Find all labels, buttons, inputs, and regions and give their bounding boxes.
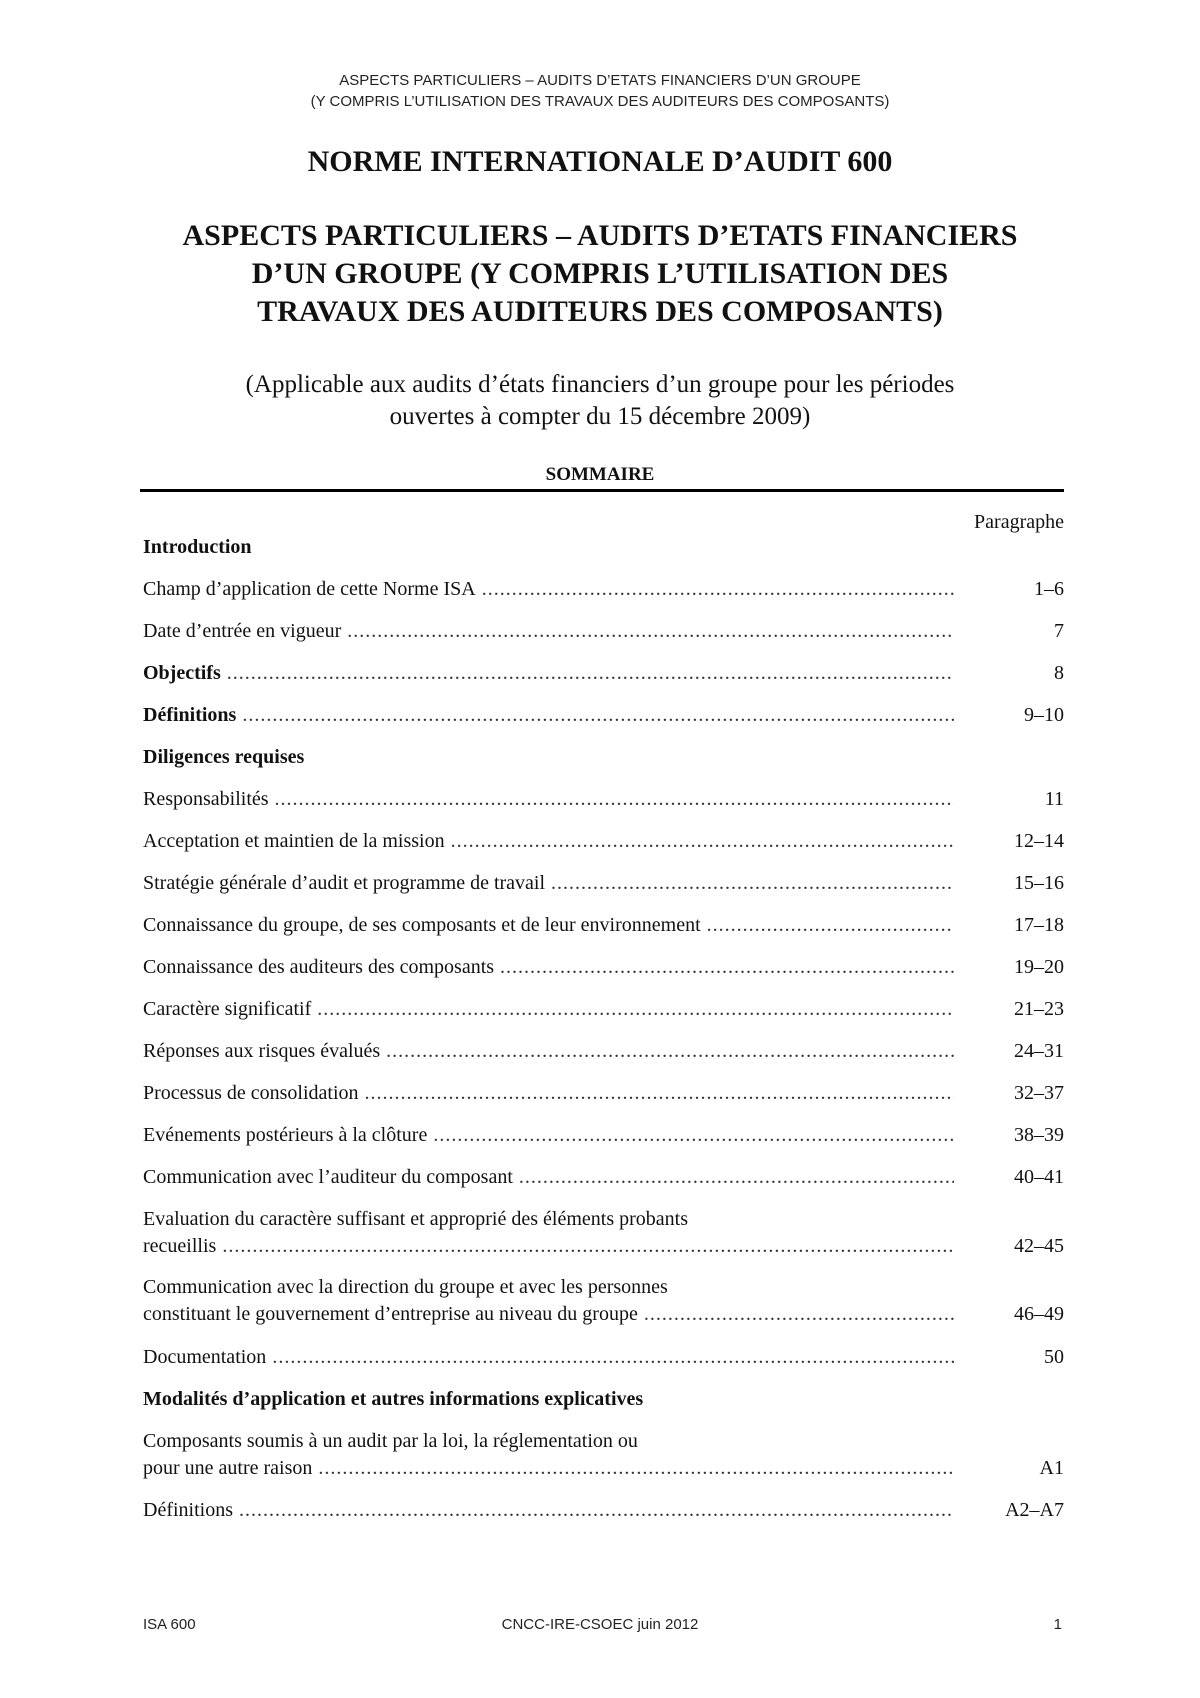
toc-entry[interactable] (143, 786, 1064, 812)
applicability-line2: ouvertes à compter du 15 décembre 2009) (389, 403, 811, 430)
toc-entry-paragraph: 24–31 (1014, 1040, 1064, 1062)
toc-entry-label: Champ d’application de cette Norme ISA (143, 576, 482, 602)
toc-section-modalites: Modalités d’application et autres informations explicatives (143, 1388, 644, 1410)
table-of-contents (143, 0, 1064, 1698)
toc-entry-label-line1: Composants soumis à un audit par la loi, la réglementation ou (143, 1430, 638, 1452)
toc-entry[interactable] (143, 1233, 1064, 1259)
toc-leader-dots (317, 996, 954, 1022)
toc-entry[interactable] (143, 1122, 1064, 1148)
page-footer (0, 1616, 1200, 1638)
toc-entry-paragraph: 21–23 (1014, 998, 1064, 1020)
toc-leader-dots (500, 954, 954, 980)
toc-leader-dots (644, 1301, 954, 1327)
toc-entry[interactable] (143, 1080, 1064, 1106)
toc-entry[interactable] (143, 618, 1064, 644)
toc-leader-dots (386, 1038, 954, 1064)
toc-entry-paragraph: 40–41 (1014, 1166, 1064, 1188)
toc-leader-dots (451, 828, 954, 854)
toc-entry[interactable] (143, 828, 1064, 854)
running-header-line1: ASPECTS PARTICULIERS – AUDITS D’ETATS FINANCIERS D’UN GROUPE (339, 72, 861, 89)
toc-entry[interactable] (143, 1455, 1064, 1481)
toc-entry-paragraph: 11 (1044, 788, 1064, 810)
toc-entry-label: Connaissance du groupe, de ses composants et de leur environnement (143, 912, 707, 938)
toc-entry[interactable] (143, 576, 1064, 602)
toc-entry[interactable] (143, 660, 1064, 686)
toc-entry-label: pour une autre raison (143, 1455, 318, 1481)
toc-entry-label-line1: Evaluation du caractère suffisant et approprié des éléments probants (143, 1208, 688, 1230)
toc-leader-dots (242, 702, 954, 728)
toc-entry-paragraph: 38–39 (1014, 1124, 1064, 1146)
toc-entry-paragraph: A1 (1039, 1457, 1064, 1479)
toc-entry-paragraph: 15–16 (1014, 872, 1064, 894)
toc-entry-label: Objectifs (143, 660, 227, 686)
toc-entry-label: recueillis (143, 1233, 222, 1259)
toc-section-diligences: Diligences requises (143, 746, 305, 768)
toc-leader-dots (551, 870, 954, 896)
toc-entry-label: Caractère significatif (143, 996, 317, 1022)
toc-section-introduction: Introduction (143, 536, 252, 558)
toc-entry-paragraph: 8 (1054, 662, 1064, 684)
subtitle-line1: ASPECTS PARTICULIERS – AUDITS D’ETATS FINANCIERS (182, 219, 1018, 252)
toc-entry-paragraph: 42–45 (1014, 1235, 1064, 1257)
toc-leader-dots (222, 1233, 954, 1259)
toc-entry-label: Documentation (143, 1344, 272, 1370)
toc-entry[interactable] (143, 1344, 1064, 1370)
toc-entry-paragraph: 12–14 (1014, 830, 1064, 852)
toc-entry-paragraph: 46–49 (1014, 1303, 1064, 1325)
toc-entry[interactable] (143, 996, 1064, 1022)
toc-entry-paragraph: 19–20 (1014, 956, 1064, 978)
toc-leader-dots (318, 1455, 954, 1481)
running-header-line2: (Y COMPRIS L’UTILISATION DES TRAVAUX DES AUDITEURS DES COMPOSANTS) (310, 93, 890, 110)
toc-entry-label: Responsabilités (143, 786, 275, 812)
toc-entry-paragraph: 1–6 (1034, 578, 1064, 600)
toc-leader-dots (239, 1497, 954, 1523)
toc-entry-paragraph: 32–37 (1014, 1082, 1064, 1104)
toc-entry-label-line1: Communication avec la direction du groupe et avec les personnes (143, 1276, 668, 1298)
toc-entry[interactable] (143, 1164, 1064, 1190)
toc-leader-dots (272, 1344, 954, 1370)
toc-entry-paragraph: A2–A7 (1005, 1499, 1064, 1521)
toc-leader-dots (275, 786, 954, 812)
toc-entry[interactable] (143, 1497, 1064, 1523)
toc-leader-dots (482, 576, 954, 602)
toc-entry-paragraph: 9–10 (1024, 704, 1064, 726)
toc-entry-label: Communication avec l’auditeur du composant (143, 1164, 519, 1190)
paragraph-column-header: Paragraphe (974, 511, 1064, 533)
toc-entry-label: constituant le gouvernement d’entreprise au niveau du groupe (143, 1301, 644, 1327)
toc-entry[interactable] (143, 954, 1064, 980)
toc-entry-label: Processus de consolidation (143, 1080, 365, 1106)
footer-standard-ref: ISA 600 (143, 1616, 196, 1633)
applicability-line1: (Applicable aux audits d’états financiers d’un groupe pour les périodes (245, 371, 955, 398)
toc-entry-label: Acceptation et maintien de la mission (143, 828, 451, 854)
toc-leader-dots (227, 660, 954, 686)
toc-leader-dots (347, 618, 954, 644)
toc-entry-label: Stratégie générale d’audit et programme de travail (143, 870, 551, 896)
toc-entry[interactable] (143, 1301, 1064, 1327)
standard-title: NORME INTERNATIONALE D’AUDIT 600 (307, 145, 893, 178)
toc-entry-label: Date d’entrée en vigueur (143, 618, 347, 644)
toc-entry[interactable] (143, 702, 1064, 728)
toc-entry-paragraph: 7 (1054, 620, 1064, 642)
toc-entry-paragraph: 17–18 (1014, 914, 1064, 936)
toc-entry-label: Définitions (143, 1497, 239, 1523)
summary-heading: SOMMAIRE (545, 464, 655, 485)
toc-entry[interactable] (143, 912, 1064, 938)
toc-entry-paragraph: 50 (1044, 1346, 1064, 1368)
toc-leader-dots (365, 1080, 954, 1106)
toc-entry[interactable] (143, 870, 1064, 896)
toc-entry-label: Réponses aux risques évalués (143, 1038, 386, 1064)
toc-entry[interactable] (143, 1038, 1064, 1064)
toc-entry-label: Définitions (143, 702, 242, 728)
toc-entry-label: Evénements postérieurs à la clôture (143, 1122, 433, 1148)
toc-leader-dots (707, 912, 954, 938)
toc-leader-dots (519, 1164, 954, 1190)
footer-publisher: CNCC-IRE-CSOEC juin 2012 (501, 1616, 699, 1633)
toc-leader-dots (433, 1122, 954, 1148)
subtitle-line2: D’UN GROUPE (Y COMPRIS L’UTILISATION DES (251, 257, 949, 290)
footer-page-number: 1 (1053, 1616, 1062, 1633)
toc-entry-label: Connaissance des auditeurs des composants (143, 954, 500, 980)
subtitle-line3: TRAVAUX DES AUDITEURS DES COMPOSANTS) (257, 295, 943, 328)
